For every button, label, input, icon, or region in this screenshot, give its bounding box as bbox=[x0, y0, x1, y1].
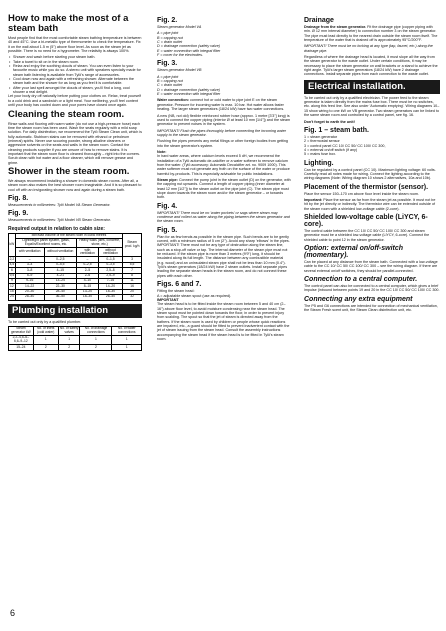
table-row bbox=[9, 345, 142, 350]
label: IMPORTANT bbox=[157, 297, 179, 302]
table-cell: 13–24 bbox=[44, 278, 77, 283]
label: Water connection: bbox=[157, 98, 190, 103]
paragraph: The P5 and G6 connections are intended for connection of mechanical ventilation, the Steam Fresh scent unit, the Steam Clean disinfection unit, etc. bbox=[304, 303, 438, 313]
list-item: • After your last spell amongst the clouds of steam, you'll find a long, cool shower a real delight. bbox=[13, 86, 142, 95]
legend-item: 3 = control panel CC 10/ CC 50/ CC 100/ CC 300, bbox=[304, 143, 386, 148]
list-item: • Cool down now and again with a refreshing shower. Alternate between the steam bath and the shower for as long as you feel it is comfortable. bbox=[13, 77, 142, 86]
table-cell: 4–15 bbox=[44, 268, 77, 273]
text: The steam head is to be fitted inside the steam room between 5 and 40 cm (2–16") above floor level, to avoid moisture condensing near the steam head. The steam spout must be pointed down towards the floor, in order to prevent injury from scalding. The spout so that the jet of steam is directed away from the bathers. If the steam room is used by children or people whose quick reactions are impaired, etc., a guard should be fitted to prevent inadvertent contact with the jet of steam issuing from the steam head. Consult the assembly instructions accompanying the steam head if the steam head is to be fitted in Tylö's steam room. bbox=[157, 302, 290, 341]
table-cell: 3–4 bbox=[15, 262, 44, 267]
table-cell: 1 bbox=[58, 336, 80, 345]
table-cell: 16 bbox=[123, 284, 142, 289]
text: Place the sensor as far from the steam jet as possible. It must not be hit by the jet directly or indirectly. The thermistor wire can be extended outside of the steam room with a shielded low-voltage cable (2-core). bbox=[304, 197, 436, 211]
table-cell: 14–20 bbox=[98, 284, 122, 289]
table-cell: 18–30 bbox=[98, 289, 122, 294]
column-middle bbox=[157, 14, 291, 343]
paragraph: Most people find that the most comfortable steam bathing temperature is between 40 and 45°C. Use a bi-metallic type of thermometer to check the temperature. Fix it on the wall about 1.5 m (5") above floor level. As soon as the steam jet as possible. There is no need for a hygrometer. The relativity is always 100%. bbox=[8, 36, 142, 54]
table-cell: 1 bbox=[112, 345, 142, 350]
legend-item: D = drainage connection (safety valve) bbox=[157, 44, 221, 49]
table-cell: 0–5,5 bbox=[44, 262, 77, 267]
heading-sensor: Placement of the thermistor (sensor). bbox=[304, 183, 429, 191]
table-header: Lightweight panel system, glass, Expalin/Excellent rooms, etc. bbox=[15, 239, 76, 248]
legend-item: E = water connection with integral filter bbox=[157, 92, 221, 97]
text: A = adjustable steam spout (use as required). bbox=[157, 293, 232, 298]
table-cell: 11 bbox=[123, 278, 142, 283]
table-cell: 9 bbox=[9, 278, 16, 283]
table-header: without ventilation bbox=[44, 248, 77, 257]
table-cell: 6 bbox=[9, 268, 16, 273]
paragraph: We always recommend installing a shower in domestic steam rooms. After all, a steam room also makes the best shower room imaginable. And it is so pleasant to cool off with an invigorating shower now and again during a steam bath. bbox=[8, 178, 142, 192]
legend-list bbox=[304, 135, 440, 157]
paragraph: Plan for as few bends as possible in the steam pipe. Such bends are to be gently curved, with a minimum radius of 5 cm (2"). Avoid any sharp 'elbows' in the pipes. IMPORTANT! There must not be any type of obstruction along the steam line, such as a stop-off valve or tap. The internal diameter of the steam pipe must not be reduced. If the steam pipe is more than 3 metres (9'9") long, it should be insulated along its full length. The distance between any combustible material (e.g. wood) and an uninsulated steam pipe shall not be less than 10 mm (0.4"). Tylö's steam generators (18/24 kW) have 2 steam outlets. Install separate pipes leading the separate steam heads in the steam room, and do not connect these pipes with each other. bbox=[157, 234, 290, 278]
bullet-list bbox=[8, 55, 142, 94]
paragraph bbox=[304, 198, 440, 211]
table-cell: 2 bbox=[80, 345, 112, 350]
table-cell: 1 bbox=[33, 336, 58, 345]
column-right bbox=[304, 14, 440, 314]
heading-fig4: Fig. 4. bbox=[157, 202, 178, 210]
legend-item: C = drain outlet bbox=[157, 83, 183, 88]
paragraph: The control panel can also be connected to a central computer, which gives a brief impulse (inbound between points 19 and 20 in the CC 10/ CC 50/ CC 100/ CC 300. bbox=[304, 284, 440, 293]
table-cell: 2,2–4,5–6–6,6–9–12 bbox=[9, 336, 34, 345]
electrical-banner: Electrical installation. bbox=[304, 80, 440, 94]
table-cell: 2 bbox=[58, 345, 80, 350]
heading-central-computer: Connection to a central computer. bbox=[304, 276, 418, 284]
text: connect hot or cold water to pipe joint E on the steam generator. Pressure for incoming water is max. 10 bar. Hot water allows faster heating. The larger steam generators (18/24 kW) have two water connections. bbox=[157, 98, 285, 112]
table-cell: 4–21 bbox=[44, 273, 77, 278]
heading-fig1: Fig. 1 – steam bath. bbox=[304, 126, 369, 134]
table-row bbox=[9, 295, 142, 300]
heading-extra-equipment: Connecting any extra equipment bbox=[304, 295, 413, 303]
table-body bbox=[9, 257, 142, 300]
legend-item: 5 = mains fuse box. bbox=[304, 152, 337, 157]
table-cell: 5,5 bbox=[123, 262, 142, 267]
table-body bbox=[9, 336, 142, 351]
legend-list bbox=[157, 75, 291, 97]
legend-item: C = drain outlet bbox=[157, 40, 183, 45]
list-item: • Take a towel to sit on in the steam room. bbox=[13, 60, 142, 64]
table-cell: 12 bbox=[10, 283, 14, 288]
table-cell: 2,2 bbox=[9, 256, 15, 261]
table-cell: 18–30 bbox=[77, 295, 99, 300]
text: In hard water areas, where calcium levels exceed 5 dH, we recommend the installation of a Tylö automatic de-calcifier or a water softener to remove calcium from the water. (Tylö accessory: Automatic Decalcifier art. no. 9009 1000). This water softener must not generate any froth on the surface of the water or produce harmful by-products. This is especially advisable for public installations. bbox=[157, 154, 290, 176]
paragraph bbox=[157, 98, 291, 111]
table-header: No. of drainage connections bbox=[80, 326, 112, 335]
table-cell: 7–16 bbox=[98, 278, 122, 283]
paragraph: Rinse walls and flooring with warm water (do not use a high-pressure hose) each time the steam room has been used. Wash the seats regularly with a mild soap solution. For daily disinfection, we recommend the Tylö Steam Clean unit, which is fully automatic. Stubborn stains can be removed with ethanol or petroleum (mineral) spirits. Never use scouring powder, strong alkaline cleaners or aggressive solvents on the seats and walls in the steam room. Contact the cleaning products supplier if you are unsure of how to remove stains. It is important that the steam room floor is cleaned thoroughly – right into the corners. Scrub clean with hot water and a floor cleaner, which will remove grease and grime. bbox=[8, 121, 142, 165]
warning-text: IMPORTANT! Flush the pipes thoroughly before connecting the incoming water supply to the steam generator. bbox=[157, 128, 286, 137]
table-cell: 1 bbox=[112, 336, 142, 345]
table-header: No. of inlets (cold water) bbox=[33, 326, 58, 335]
table-cell: 20 bbox=[123, 289, 142, 294]
table-header: kW bbox=[9, 233, 16, 257]
table-header: with ventilation bbox=[77, 248, 99, 257]
legend-item: 1 = steam generator bbox=[304, 134, 338, 139]
heading-fig5: Fig. 5. bbox=[157, 226, 178, 234]
table-cell: 7 bbox=[123, 268, 142, 273]
paragraph: To be carried out only by a qualified electrician. The power feed to the steam generator is taken directly from the mains fuse box. There must be no switches, etc. along this feed line. See also under 'Automatic emptying'. Wiring diagrams 10–15 show wiring to one kW on VB generator. Two steam generators can be linked to the same steam room and controlled by a control panel, see fig. 16. bbox=[304, 95, 440, 118]
text: Connect the pump joint in the steam outlet (D) on the generator, with the capping nut upwards. Connect a length of copper piping (inner diameter at least 12 mm [1/2"]) to the steam outlet on the pipe joint (C). The steam pipe must slope down towards the steam room and/or the steam generator – or towards both. bbox=[157, 177, 291, 200]
table-cell: 28–40 bbox=[15, 295, 44, 300]
table-cell: 14–22 bbox=[15, 284, 44, 289]
table-header: Min/Max volume of the steam room in cubic metres bbox=[15, 233, 122, 238]
heading-shower: Shower in the steam room. bbox=[8, 165, 130, 177]
column-left bbox=[8, 14, 142, 353]
legend-item: D = drainage connection (safety valve) bbox=[157, 87, 221, 92]
paragraph: A new (NB, not old) flexible reinforced rubber hose (approx. 1 metre [3'3"] long) is used to connect the copper piping (interior Ø at least 10 mm [1/4"]) and the steam generator to prevent noises in the system. bbox=[157, 113, 291, 127]
label: Important: bbox=[304, 197, 323, 202]
table-cell: 28–40 bbox=[44, 289, 77, 294]
plumbing-banner: Plumbing installation bbox=[8, 304, 142, 318]
list-item: • Shower and wash before starting your steam bath. bbox=[13, 55, 142, 59]
table-cell: 4–10 bbox=[77, 278, 99, 283]
heading-cleaning: Cleaning the steam room. bbox=[8, 108, 125, 120]
heading-option-switch: Option: external on/off-switch (momentary). bbox=[304, 245, 404, 259]
table-cell: 9–16 bbox=[15, 278, 44, 283]
table-header: with ventilation bbox=[15, 248, 44, 257]
heading-shielded-cable: Shielded low-voltage cable (LiYCY, 6-core). bbox=[304, 213, 428, 228]
legend-item: F = cover for the electrodes. bbox=[157, 53, 203, 58]
paragraph bbox=[157, 150, 291, 176]
heading-fig67: Figs. 6 and 7. bbox=[157, 281, 202, 289]
paragraph: Can be placed at any distance from the steam bath. Connected with a low-voltage cable to the CC 10/ CC 50/ CC 100/ CC 300 – see the wiring diagram. If there are several external on/off switches, they should be parallel-connected. bbox=[304, 260, 438, 273]
label: Note: bbox=[157, 149, 167, 154]
table-header: Heavy walls (tiles, concrete, stone, etc.) bbox=[77, 239, 123, 248]
caption: Measurements in millimetres: Tylö Model VA Steam Generator. bbox=[8, 202, 111, 207]
table-cell: 15 bbox=[10, 289, 14, 294]
table-row bbox=[9, 336, 142, 345]
table-cell: 15–24 bbox=[9, 345, 34, 350]
heading-steam-bath: How to make the most of a steam bath bbox=[8, 13, 129, 34]
table-cell: 2–6 bbox=[77, 273, 99, 278]
text: Fitting the steam head: bbox=[157, 289, 195, 294]
table-cell: 13–20 bbox=[77, 289, 99, 294]
table-cell: 22–30 bbox=[44, 284, 77, 289]
table-cell: 32 bbox=[123, 295, 142, 300]
table-cell: 2,5–8 bbox=[98, 268, 122, 273]
table-header: No. of safety valves bbox=[59, 326, 79, 334]
text: Fit the drainage pipe (copper piping with min. Ø 12 mm internal diameter) to connection number 3 on the steam generator. The pipe must lead directly to the nearest drain outside the steam room itself. The temperature of the water that is drained off is approximately 95°C/200°F. bbox=[304, 25, 438, 43]
legend-list bbox=[157, 31, 291, 57]
output-table bbox=[8, 233, 142, 301]
paragraph: To be carried out only by a qualified plumber. bbox=[8, 319, 82, 324]
warning-text: Don't forget to earth the unit! bbox=[304, 119, 355, 124]
table-header: without ventilation bbox=[98, 248, 122, 257]
table-cell: 0–2,5 bbox=[77, 262, 99, 267]
table-cell: 3 bbox=[123, 257, 142, 262]
heading-fig9: Fig. 9. bbox=[8, 210, 29, 218]
caption: Steam generator Model VA bbox=[157, 25, 202, 29]
paragraph bbox=[157, 178, 291, 200]
table-cell: 0–2,5 bbox=[44, 257, 77, 262]
legend-item: B = capping nut bbox=[157, 35, 183, 40]
paragraph: Flushing the pipes prevents any metal filings or other foreign bodies from getting into the steam generator's system. bbox=[157, 139, 288, 148]
table-cell: 8–15 bbox=[77, 284, 99, 289]
table-cell: 24 bbox=[10, 294, 14, 299]
table-header: No. of water connections bbox=[112, 326, 142, 335]
legend-item: 4 = external on/off switch (if any) bbox=[304, 147, 358, 152]
legend-item: A = pipe joint bbox=[157, 31, 179, 36]
paragraph: Place the sensor 150–170 cm above floor level inside the steam room. bbox=[304, 191, 419, 196]
paragraph: Let your body dry off naturally before putting your clothes on. Relax, treat yourself to a cold drink and a sandwich or a light meal. Your wellbeing, you'll feel content until your body has cooled down and your pores have closed once again. bbox=[8, 94, 141, 108]
table-cell: 36–50 bbox=[44, 295, 77, 300]
table-header: Steam prod. kg/h bbox=[123, 233, 142, 257]
table-cell: 4,5 bbox=[9, 262, 15, 267]
warning-text: IMPORTANT! There must be no 'water pockets' or sags where steam may condense and collect as water along the piping between the steam generator and the steam room. bbox=[157, 210, 290, 224]
table-cell: 0–3,5 bbox=[98, 262, 122, 267]
caption: Measurements in millimetres: Tylö Model VB Steam Generator. bbox=[8, 218, 111, 223]
table-cell: 20–30 bbox=[15, 289, 44, 294]
legend-item: A = pipe joint bbox=[157, 74, 179, 79]
table-header: Steam generator kW bbox=[9, 326, 34, 335]
table-cell: 26–40 bbox=[98, 295, 122, 300]
heading-fig3: Fig. 3. bbox=[157, 60, 178, 68]
legend-item: 2 = thermostat sensor bbox=[304, 139, 340, 144]
paragraph: Can be regulated by a control panel (CC 10). Maximum lighting voltage: 60 volts. Carefully read all notes made for wiring. Connect the lighting according to the wiring diagrams (Note: Wiring diagram 10 shows 2 alternatives, 10a and 10b). bbox=[304, 167, 436, 181]
table-cell: – bbox=[15, 257, 44, 262]
table-cell: 5–9 bbox=[15, 273, 44, 278]
table-title: Required output in relation to cabin size: bbox=[8, 225, 105, 232]
warning-text: IMPORTANT! There must be no locking at any type (tap, faucet, etc.) along the drainage pipe. bbox=[304, 44, 433, 53]
page-number: 6 bbox=[10, 608, 16, 618]
list-item: • Relax and enjoy the soothing clouds of steam. You can even listen to your favourite music while you do so. A stereo unit with speakers specially made for steam bath listening is available from Tylö's range of accessories. bbox=[13, 64, 142, 77]
table-cell: 8 bbox=[123, 273, 142, 278]
label: Steam pipe: bbox=[157, 177, 178, 182]
table-cell: 0–1,5 bbox=[98, 257, 122, 262]
paragraph: Regardless of where the drainage head is located, it must slope all the way from the steam generator to the waste outlet. Under certain conditions, it may be necessary to place the steam generator on wall brackets or a stand to achieve the right angle. Tylö's larger steam generators (18/24 kW) have 2 drainage connections. Install separate pipes from each connection to the waste outlet. bbox=[304, 55, 438, 77]
paragraph: The control cable between the CC 10/ CC 50/ CC 100/ CC 300 and steam generator must be a shielded low-voltage cable (LiYCY, 6-core). Connect the shielded cable to point 12 in the steam generator. bbox=[304, 228, 430, 242]
table-cell: 9,5 bbox=[9, 272, 15, 277]
table-cell: 2 bbox=[33, 345, 58, 350]
heading-fig2: Fig. 2. bbox=[157, 17, 178, 24]
caption: Steam generator Model VB bbox=[157, 68, 202, 73]
label: Drainage from the steam generator. bbox=[304, 25, 367, 29]
table-cell: 1 bbox=[80, 336, 112, 345]
table-cell: 3–8 bbox=[15, 268, 44, 273]
table-cell: 2–5 bbox=[77, 268, 99, 273]
table-cell: – bbox=[77, 257, 99, 262]
paragraph bbox=[304, 25, 440, 42]
heading-lighting: Lighting. bbox=[304, 159, 334, 167]
paragraph bbox=[157, 289, 291, 341]
legend-item: B = capping nut bbox=[157, 79, 183, 84]
legend-item: E = water connection with integral filter bbox=[157, 48, 221, 53]
heading-fig8: Fig. 8. bbox=[8, 194, 29, 202]
plumbing-table bbox=[8, 326, 142, 351]
table-cell: 2,5–9 bbox=[98, 273, 122, 278]
heading-drainage: Drainage bbox=[304, 17, 334, 24]
